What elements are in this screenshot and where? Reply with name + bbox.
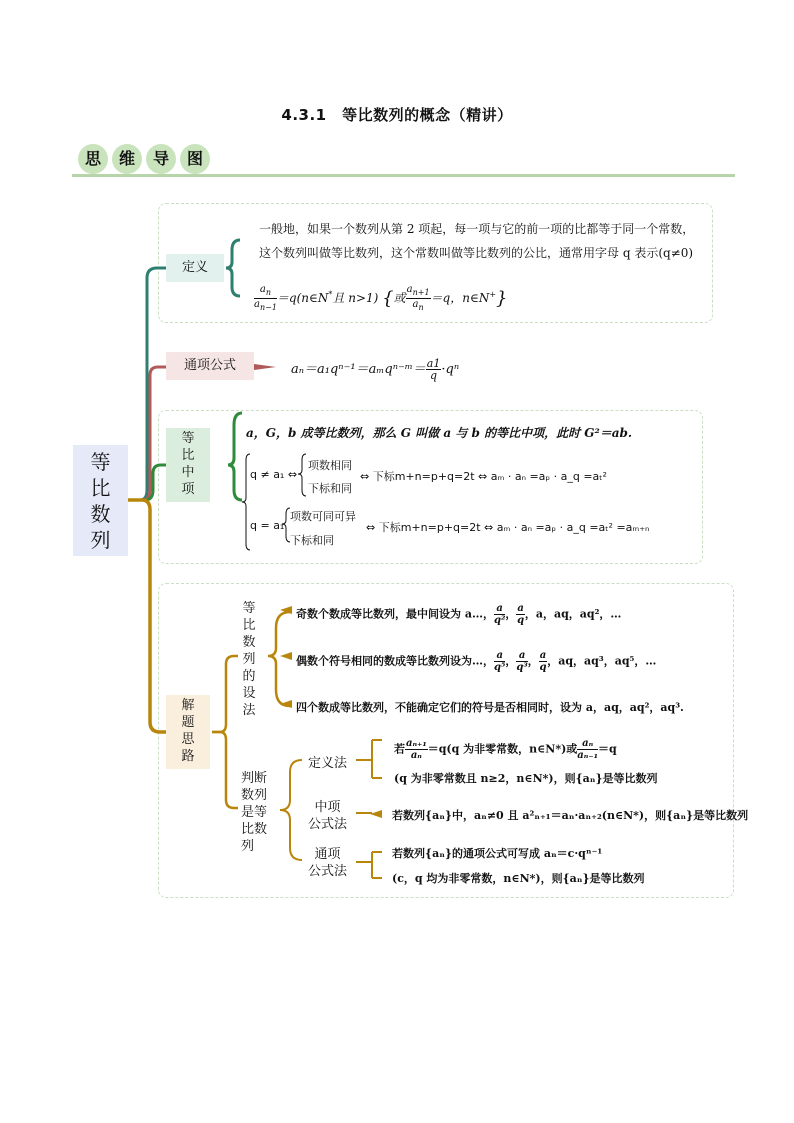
- method-general-label-b: 公式法: [308, 864, 348, 879]
- setup-char: 等: [242, 601, 256, 616]
- method-mean-label-b: 公式法: [308, 817, 348, 832]
- method-general-label-a: 通项: [314, 847, 341, 862]
- method-mean-line: 若数列{aₙ}中，aₙ≠0 且 a²ₙ₊₁＝aₙ·aₙ₊₂(n∈N*)，则{aₙ}是等比数列: [392, 809, 749, 822]
- definition-formula: $\frac{a_n}{a_{n-1}}$ ＝q(n∈N*且 n>1) {或 $\frac{a_{n+1}}{a_n}$ ＝q，n∈N+}: [254, 284, 508, 312]
- setup-char: 比: [242, 618, 256, 633]
- root-node: [73, 445, 128, 556]
- setup-char: 法: [242, 703, 256, 718]
- solve-char-4: 路: [181, 749, 195, 764]
- mean-case2-lhs: q = a₁: [250, 519, 285, 532]
- mean-label: 等比中项: [181, 431, 195, 497]
- mean-case1-a: 项数相同: [308, 459, 352, 472]
- judge-line: 判断: [241, 771, 268, 786]
- setup-char: 列: [242, 652, 256, 667]
- alt-ratio-fraction: $\frac{a_{n+1}}{a_n}$: [406, 284, 430, 312]
- solve-char-3: 思: [181, 732, 195, 747]
- setup-char: 设: [242, 686, 256, 701]
- setup-label: [241, 600, 257, 719]
- judge-label: [241, 770, 267, 855]
- judge-line: 列: [241, 839, 255, 854]
- mean-case1-lhs: q ≠ a₁ ⇔: [250, 468, 298, 481]
- method-mean-label-a: 中项: [314, 800, 341, 815]
- judge-line: 是等: [241, 805, 268, 820]
- ratio-fraction: $\frac{a_n}{a_{n-1}}$: [254, 284, 277, 312]
- definition-line-2: 这个数列叫做等比数列，这个常数叫做等比数列的公比，通常用字母 q 表示(q≠0): [259, 246, 694, 260]
- header-char-3: 导: [146, 144, 176, 174]
- mean-statement: a，G，b 成等比数列，那么 G 叫做 a 与 b 的等比中项，此时 G²＝ab.: [246, 426, 633, 440]
- method-general-label: [308, 846, 347, 880]
- solve-char-2: 题: [181, 715, 195, 730]
- mean-case2-b: 下标和同: [290, 534, 334, 547]
- general-term-node: 通项公式: [166, 352, 254, 380]
- method-definition-line-2: (q 为非零常数且 n≥2，n∈N*)，则{aₙ}是等比数列: [394, 772, 658, 785]
- setup-char: 的: [242, 669, 256, 684]
- method-general-line-1: 若数列{aₙ}的通项公式可写成 aₙ＝c·qⁿ⁻¹: [392, 847, 603, 860]
- method-definition-line-1: 若 $\frac{\text{aₙ₊₁}}{\text{aₙ}}$ ＝q(q 为非零常数，n∈N*)或 $\frac{\text{aₙ}}{\text{aₙ₋₁}}$ ＝q: [394, 738, 617, 761]
- mean-case1-b: 下标和同: [308, 482, 352, 495]
- judge-line: 比数: [241, 822, 268, 837]
- header-char-1: 思: [78, 144, 108, 174]
- general-term-formula: aₙ＝a₁qⁿ⁻¹＝aₘqⁿ⁻ᵐ＝ $\frac{a1}{q}$ ·qⁿ: [291, 357, 460, 382]
- setup-even: 偶数个符号相同的数成等比数列设为…， $\frac{a}{\text{q⁵}}$ ， $\frac{a}{\text{q³}}$ ， $\frac{a}{q}$ ，aq，aq³，aq⁵，…: [296, 650, 657, 673]
- setup-odd: 奇数个数成等比数列，最中间设为 a…， $\frac{a}{\text{q²}}$ ， $\frac{a}{q}$ ，a，aq，aq²，…: [296, 603, 622, 626]
- mean-case2-a: 项数可同可异: [290, 510, 356, 523]
- setup-char: 数: [242, 635, 256, 650]
- mean-case2-rhs: ⇔ 下标m+n=p+q=2t ⇔ aₘ · aₙ =aₚ · a_q =aₜ² =aₘ₊ₙ: [366, 521, 650, 534]
- mean-case1-rhs: ⇔ 下标m+n=p+q=2t ⇔ aₘ · aₙ =aₚ · a_q =aₜ²: [360, 470, 607, 483]
- definition-node: 定义: [166, 254, 224, 282]
- method-mean-label: [308, 799, 347, 833]
- mean-node: [166, 428, 210, 502]
- header-char-2: 维: [112, 144, 142, 174]
- header-char-4: 图: [180, 144, 210, 174]
- root-label: 等比数列: [90, 450, 111, 552]
- setup-four: 四个数成等比数列，不能确定它们的符号是否相同时，设为 a，aq，aq²，aq³.: [296, 701, 684, 714]
- solve-node: [166, 695, 210, 769]
- method-definition-label: 定义法: [308, 756, 348, 771]
- definition-line-1: 一般地，如果一个数列从第 2 项起，每一项与它的前一项的比都等于同一个常数，: [259, 222, 695, 236]
- method-general-line-2: (c，q 均为非零常数，n∈N*)，则{aₙ}是等比数列: [392, 872, 645, 885]
- page-title: 4.3.1 等比数列的概念（精讲）: [281, 106, 513, 124]
- judge-line: 数列: [241, 788, 268, 803]
- solve-char-1: 解: [181, 698, 195, 713]
